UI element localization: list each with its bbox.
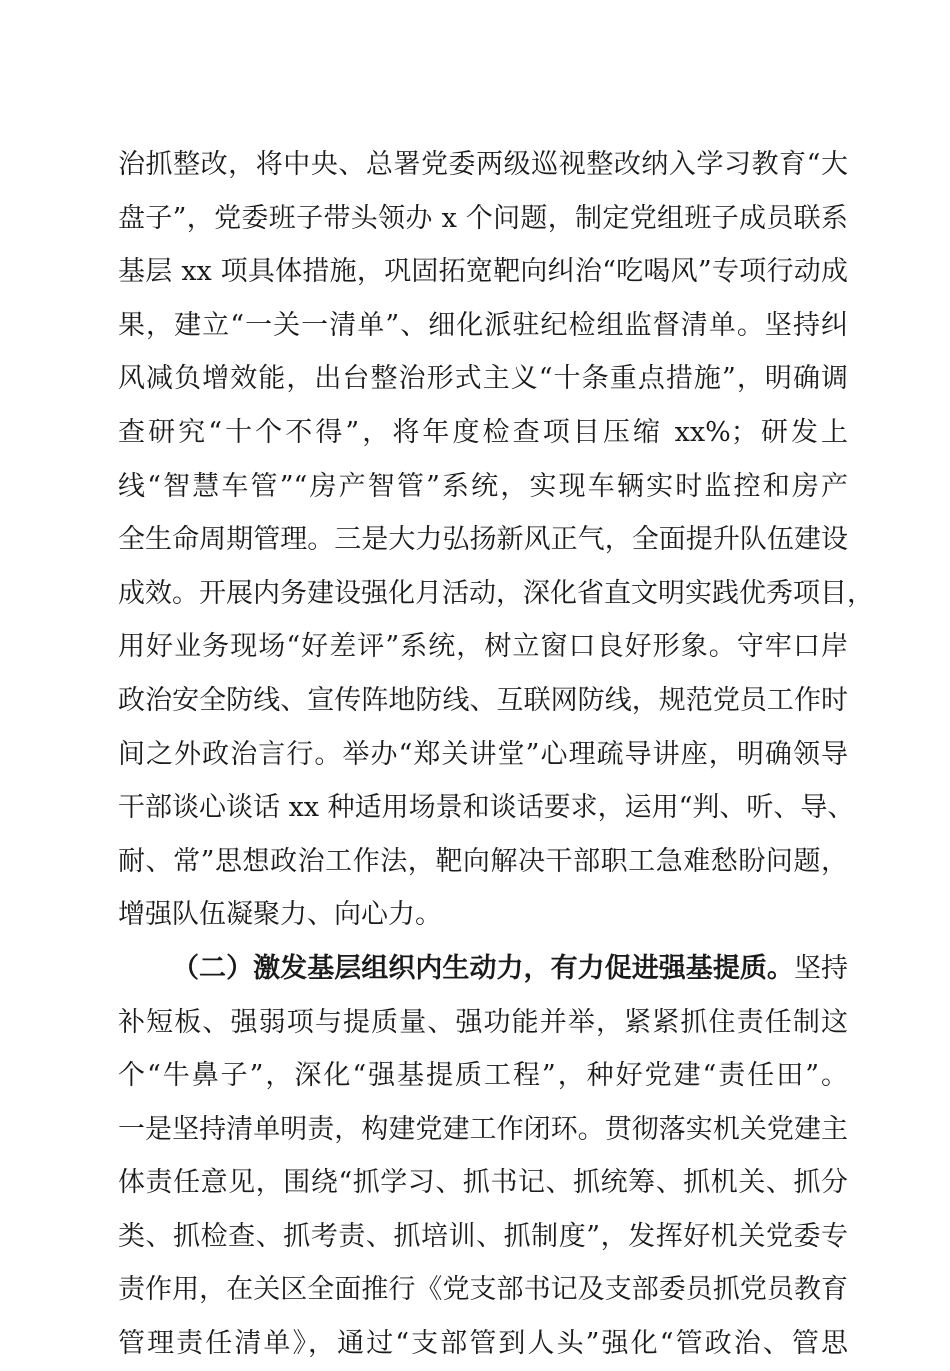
text-line: 治抓整改，将中央、总署党委两级巡视整改纳入学习教育“大: [118, 149, 848, 180]
text-line: 用好业务现场“好差评”系统，树立窗口良好形象。守牢口岸: [118, 631, 848, 663]
text-line: 线“智慧车管”“房产智管”系统，实现车辆实时监控和房产: [118, 470, 848, 502]
text-line: 体责任意见，围绕“抓学习、抓书记、抓统筹、抓机关、抓分: [118, 1167, 848, 1199]
text-line: 个“牛鼻子”，深化“强基提质工程”，种好党建“责任田”。: [118, 1060, 848, 1092]
text-line: 成效。开展内务建设强化月活动，深化省直文明实践优秀项目，: [118, 577, 874, 609]
text-line: 管理责任清单》，通过“支部管到人头”强化“管政治、管思: [118, 1328, 848, 1360]
text-line: 风减负增效能，出台整治形式主义“十条重点措施”，明确调: [118, 363, 848, 395]
text-line: 补短板、强弱项与提质量、强功能并举，紧紧抓住责任制这: [118, 1006, 848, 1038]
heading-line-rest: 坚持: [793, 952, 849, 984]
text-line: 盘子”，党委班子带头领办 x 个问题，制定党组班子成员联系: [118, 202, 848, 234]
text-line: 政治安全防线、宣传阵地防线、互联网防线，规范党员工作时: [118, 684, 848, 716]
text-line: 类、抓检查、抓考责、抓培训、抓制度”，发挥好机关党委专: [118, 1220, 848, 1252]
section-heading: （二）激发基层组织内生动力，有力促进强基提质。: [172, 952, 794, 984]
text-line: 全生命周期管理。三是大力弘扬新风正气，全面提升队伍建设: [118, 524, 848, 556]
text-line: 一是坚持清单明责，构建党建工作闭环。贯彻落实机关党建主: [118, 1113, 848, 1145]
text-line: 间之外政治言行。举办“郑关讲堂”心理疏导讲座，明确领导: [118, 738, 848, 770]
text-line: 果，建立“一关一清单”、细化派驻纪检组监督清单。坚持纠: [118, 309, 848, 341]
text-line: 干部谈心谈话 xx 种适用场景和谈话要求，运用“判、听、导、: [118, 792, 855, 824]
text-line: 耐、常”思想政治工作法，靶向解决干部职工急难愁盼问题，: [118, 845, 848, 877]
text-line: 查研究“十个不得”，将年度检查项目压缩 xx%；研发上: [118, 416, 848, 448]
body-text: [118, 138, 874, 1371]
section-heading-line: [118, 942, 848, 996]
text-line: 基层 xx 项具体措施，巩固拓宽靶向纠治“吃喝风”专项行动成: [118, 256, 848, 288]
text-line: 增强队伍凝聚力、向心力。: [118, 899, 442, 931]
text-line: 责作用，在关区全面推行《党支部书记及支部委员抓党员教育: [118, 1274, 848, 1306]
